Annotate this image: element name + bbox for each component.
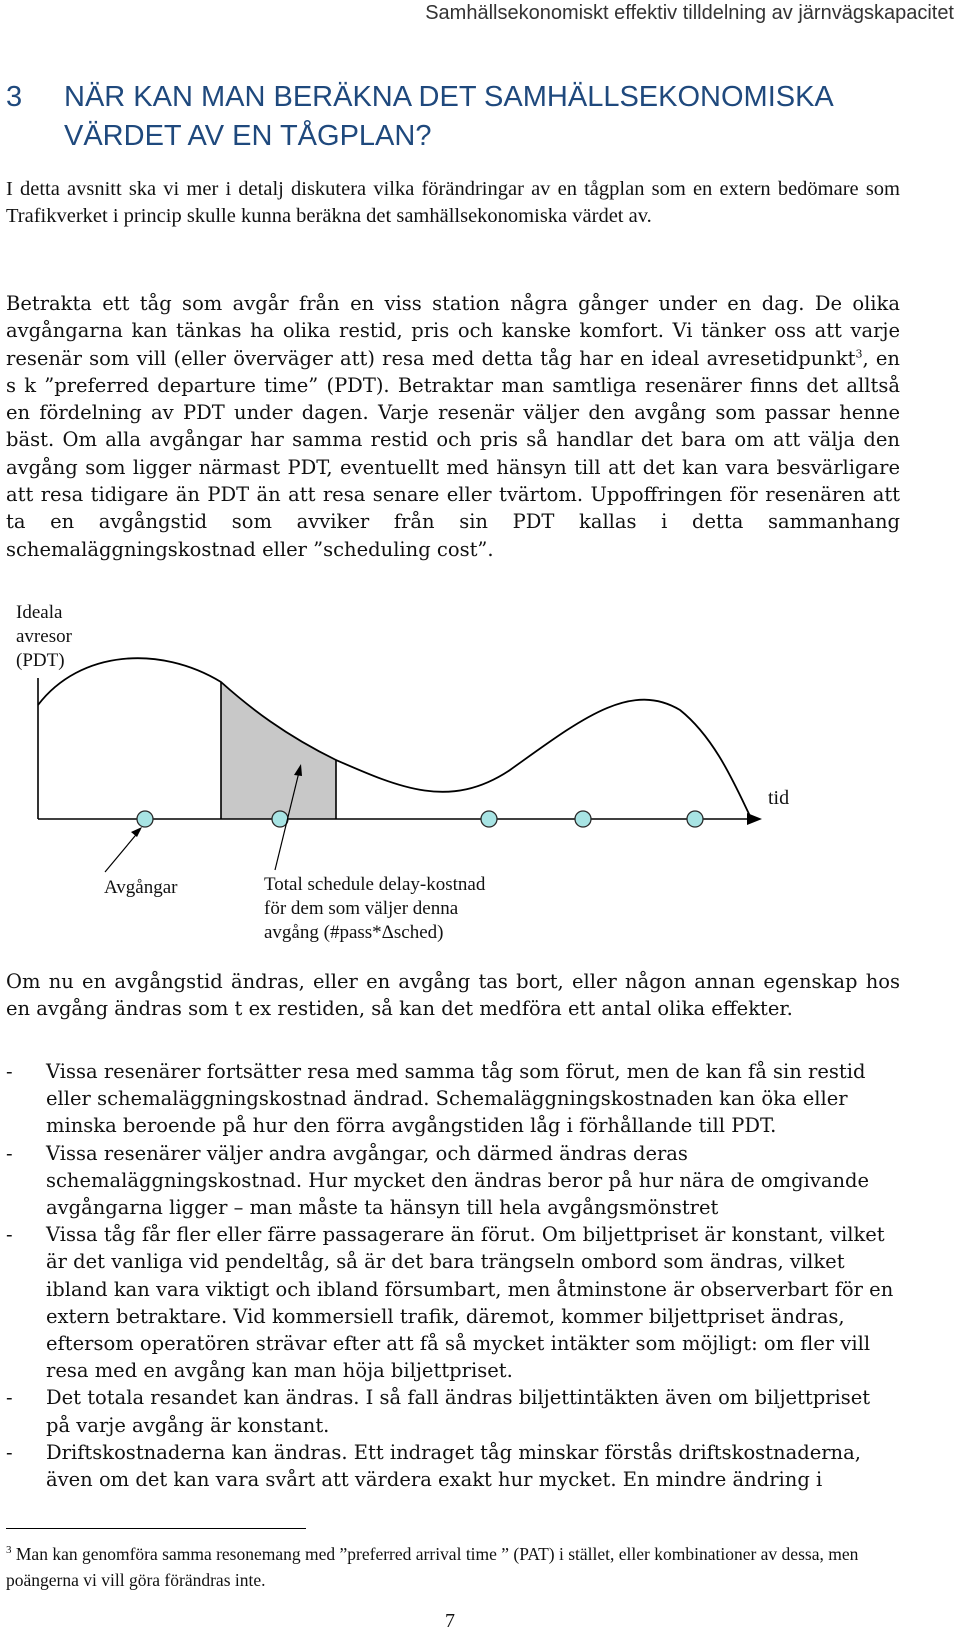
y-axis-label-line: avresor [16, 626, 72, 647]
list-item [6, 1058, 900, 1140]
footnote [6, 1541, 886, 1593]
departure-marker [687, 811, 703, 827]
list-item-text: Vissa resenärer väljer andra avgångar, och därmed ändras deras schemaläggningskostnad. Hur mycket den ändras beror på hur nära de omgivande avgångarna ligger – man måste ta hänsyn till hela avgångsmönstret [46, 1141, 870, 1220]
paragraph-pdt [6, 290, 900, 563]
paragraph-intro: I detta avsnitt ska vi mer i detalj diskutera vilka förändringar av en tågplan som en extern bedömare som Trafikverket i princip skulle kunna beräkna det samhällsekonomiska värdet av. [6, 178, 900, 227]
list-item [6, 1384, 900, 1438]
effects-list [6, 1058, 900, 1493]
paragraph-pdt-part2: , en s k ”preferred departure time” (PDT). Betraktar man samtliga resenärer finns det alltså en fördelning av PDT under dagen. Varje resenär väljer den avgång som passar henne bäst. Om alla avgångar har samma restid och pris så handlar det bara om att välja den avgång som ligger närmast PDT, eventuellt med hänsyn till att det kan vara besvärligare att resa tidigare än PDT än att resa senare eller tvärtom. Uppoffringen för resenären att ta en avgångstid som avviker från sin PDT kallas i detta sammanhang schemaläggningskostnad eller ”scheduling cost”. [6, 346, 900, 561]
bullet-marker: - [6, 1223, 13, 1247]
departure-marker [575, 811, 591, 827]
bullet-marker: - [6, 1386, 13, 1410]
list-item [6, 1221, 900, 1384]
shaded-area-label-line: Total schedule delay-kostnad [264, 874, 486, 895]
section-title: NÄR KAN MAN BERÄKNA DET SAMHÄLLSEKONOMISKA VÄRDET AV EN TÅGPLAN? [64, 81, 833, 152]
paragraph-pdt-part1: Betrakta ett tåg som avgår från en viss station några gånger under en dag. De olika avgångarna kan tänkas ha olika restid, pris och kanske komfort. Vi tänker oss att varje resenär som vill (eller överväger att) resa med detta tåg har en ideal avresetidpunkt [6, 292, 900, 370]
list-item [6, 1439, 900, 1493]
departures-pointer-head [131, 827, 142, 837]
bullet-marker: - [6, 1060, 13, 1083]
page-number: 7 [445, 1610, 455, 1632]
y-axis-label-line: Ideala [16, 602, 63, 623]
y-axis-label-line: (PDT) [16, 650, 65, 671]
x-axis-label: tid [768, 787, 790, 809]
list-item-text: Det totala resandet kan ändras. I så fall ändras biljettintäkten även om biljettpriset på varje avgång är konstant. [46, 1386, 871, 1437]
shaded-area-label-line: för dem som väljer denna [264, 898, 459, 919]
departures-pointer [105, 830, 140, 872]
footnote-separator [6, 1528, 306, 1529]
shaded-area-label-line: avgång (#pass*Δsched) [264, 922, 444, 943]
footnote-reference[interactable]: 3 [855, 347, 863, 361]
list-item-text: Driftskostnaderna kan ändras. Ett indraget tåg minskar förstås driftskostnaderna, även om det kan vara svårt att värdera exakt hur mycket. En mindre ändring i [46, 1440, 861, 1492]
list-item [6, 1140, 900, 1222]
bullet-marker: - [6, 1141, 13, 1165]
departure-marker [137, 811, 153, 827]
footnote-marker: 3 [6, 1544, 12, 1557]
list-item-text: Vissa resenärer fortsätter resa med samma tåg som förut, men de kan få sin restid eller schemaläggningskostnad ändrad. Schemaläggningskostnaden kan öka eller minska beroende på hur den förra avgångstiden låg i förhållande till PDT. [46, 1060, 866, 1138]
departure-marker [481, 811, 497, 827]
pdt-distribution-curve [38, 658, 750, 816]
paragraph-effects: Om nu en avgångstid ändras, eller en avgång tas bort, eller någon annan egenskap hos en avgång ändras som t ex restiden, så kan det medföra ett antal olika effekter. [6, 970, 900, 1021]
running-header: Samhällsekonomiskt effektiv tilldelning av järnvägskapacitet [425, 2, 954, 24]
pdt-figure [0, 600, 940, 970]
section-number: 3 [6, 81, 23, 113]
departures-label: Avgångar [104, 877, 178, 898]
list-item-text: Vissa tåg får fler eller färre passagerare än förut. Om biljettpriset är konstant, vilket är det vanliga vid pendeltåg, så är det bara trängseln ombord som ändras, vilket ibland kan vara viktigt och ibland försumbart, men åtminstone är observerbart för en extern betraktare. Vid kommersiell trafik, däremot, kommer biljettpriset ändras, eftersom operatören strävar efter att få så mycket intäkter som möjligt: om fler vill resa med en avgång kan man höja biljettpriset. [46, 1223, 894, 1383]
bullet-marker: - [6, 1440, 13, 1464]
footnote-text: Man kan genomföra samma resonemang med ”preferred arrival time ” (PAT) i stället, eller kombinationer av dessa, men poängerna vi vill göra förändras inte. [6, 1544, 859, 1590]
